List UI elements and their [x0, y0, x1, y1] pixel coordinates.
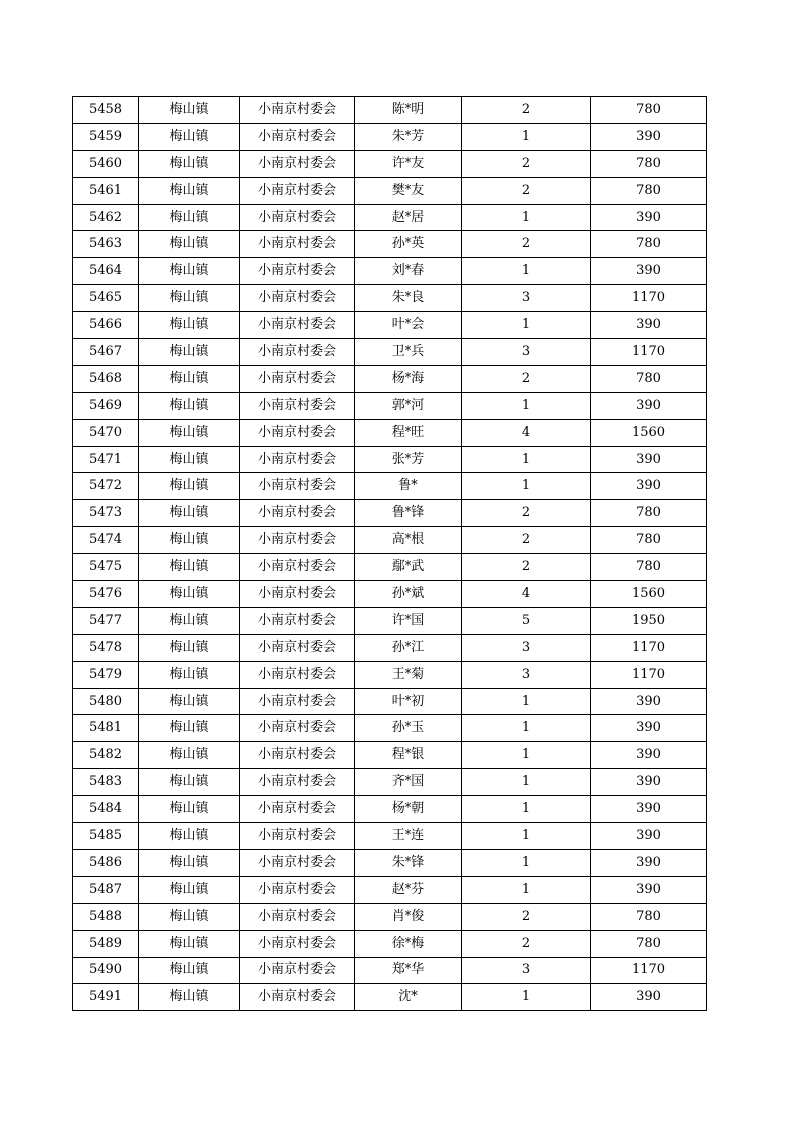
- amount-cell: 1170: [591, 957, 707, 984]
- name-cell: 鄢*武: [355, 554, 462, 581]
- amount-cell: 390: [591, 984, 707, 1011]
- village-committee-cell: 小南京村委会: [240, 419, 355, 446]
- village-committee-cell: 小南京村委会: [240, 957, 355, 984]
- town-cell: 梅山镇: [139, 177, 240, 204]
- name-cell: 朱*芳: [355, 123, 462, 150]
- name-cell: 孙*英: [355, 231, 462, 258]
- village-committee-cell: 小南京村委会: [240, 554, 355, 581]
- row-number-cell: 5469: [73, 392, 139, 419]
- row-number-cell: 5462: [73, 204, 139, 231]
- town-cell: 梅山镇: [139, 715, 240, 742]
- household-count-cell: 2: [462, 500, 591, 527]
- name-cell: 肖*俊: [355, 903, 462, 930]
- row-number-cell: 5473: [73, 500, 139, 527]
- village-committee-cell: 小南京村委会: [240, 177, 355, 204]
- town-cell: 梅山镇: [139, 97, 240, 124]
- name-cell: 许*友: [355, 150, 462, 177]
- table-row: [73, 285, 707, 312]
- village-committee-cell: 小南京村委会: [240, 392, 355, 419]
- table-row: [73, 365, 707, 392]
- table-row: [73, 769, 707, 796]
- table-row: [73, 204, 707, 231]
- name-cell: 叶*会: [355, 312, 462, 339]
- name-cell: 孙*斌: [355, 581, 462, 608]
- name-cell: 许*国: [355, 607, 462, 634]
- village-committee-cell: 小南京村委会: [240, 634, 355, 661]
- row-number-cell: 5480: [73, 688, 139, 715]
- household-count-cell: 3: [462, 339, 591, 366]
- table-row: [73, 634, 707, 661]
- village-committee-cell: 小南京村委会: [240, 339, 355, 366]
- name-cell: 沈*: [355, 984, 462, 1011]
- table-row: [73, 930, 707, 957]
- amount-cell: 390: [591, 446, 707, 473]
- amount-cell: 390: [591, 876, 707, 903]
- village-committee-cell: 小南京村委会: [240, 688, 355, 715]
- amount-cell: 390: [591, 769, 707, 796]
- table-row: [73, 742, 707, 769]
- household-count-cell: 1: [462, 769, 591, 796]
- village-committee-cell: 小南京村委会: [240, 581, 355, 608]
- village-committee-cell: 小南京村委会: [240, 715, 355, 742]
- town-cell: 梅山镇: [139, 392, 240, 419]
- name-cell: 程*旺: [355, 419, 462, 446]
- amount-cell: 390: [591, 742, 707, 769]
- amount-cell: 390: [591, 204, 707, 231]
- town-cell: 梅山镇: [139, 688, 240, 715]
- amount-cell: 390: [591, 392, 707, 419]
- amount-cell: 780: [591, 527, 707, 554]
- village-committee-cell: 小南京村委会: [240, 285, 355, 312]
- name-cell: 刘*春: [355, 258, 462, 285]
- amount-cell: 1170: [591, 661, 707, 688]
- town-cell: 梅山镇: [139, 123, 240, 150]
- household-count-cell: 1: [462, 876, 591, 903]
- village-committee-cell: 小南京村委会: [240, 312, 355, 339]
- household-count-cell: 3: [462, 661, 591, 688]
- village-committee-cell: 小南京村委会: [240, 150, 355, 177]
- amount-cell: 780: [591, 150, 707, 177]
- household-count-cell: 2: [462, 930, 591, 957]
- name-cell: 张*芳: [355, 446, 462, 473]
- row-number-cell: 5483: [73, 769, 139, 796]
- household-count-cell: 2: [462, 231, 591, 258]
- village-committee-cell: 小南京村委会: [240, 903, 355, 930]
- name-cell: 鲁*锋: [355, 500, 462, 527]
- name-cell: 王*菊: [355, 661, 462, 688]
- village-committee-cell: 小南京村委会: [240, 823, 355, 850]
- town-cell: 梅山镇: [139, 554, 240, 581]
- village-committee-cell: 小南京村委会: [240, 500, 355, 527]
- row-number-cell: 5477: [73, 607, 139, 634]
- row-number-cell: 5478: [73, 634, 139, 661]
- town-cell: 梅山镇: [139, 150, 240, 177]
- table-row: [73, 984, 707, 1011]
- row-number-cell: 5484: [73, 796, 139, 823]
- town-cell: 梅山镇: [139, 446, 240, 473]
- household-count-cell: 5: [462, 607, 591, 634]
- table-row: [73, 312, 707, 339]
- town-cell: 梅山镇: [139, 500, 240, 527]
- table-row: [73, 903, 707, 930]
- row-number-cell: 5463: [73, 231, 139, 258]
- town-cell: 梅山镇: [139, 365, 240, 392]
- town-cell: 梅山镇: [139, 581, 240, 608]
- village-committee-cell: 小南京村委会: [240, 876, 355, 903]
- town-cell: 梅山镇: [139, 903, 240, 930]
- row-number-cell: 5472: [73, 473, 139, 500]
- town-cell: 梅山镇: [139, 796, 240, 823]
- town-cell: 梅山镇: [139, 607, 240, 634]
- household-count-cell: 2: [462, 150, 591, 177]
- household-count-cell: 2: [462, 365, 591, 392]
- table-row: [73, 473, 707, 500]
- name-cell: 卫*兵: [355, 339, 462, 366]
- table-row: [73, 150, 707, 177]
- household-count-cell: 1: [462, 849, 591, 876]
- name-cell: 赵*芬: [355, 876, 462, 903]
- household-count-cell: 1: [462, 473, 591, 500]
- village-committee-cell: 小南京村委会: [240, 204, 355, 231]
- town-cell: 梅山镇: [139, 984, 240, 1011]
- name-cell: 赵*居: [355, 204, 462, 231]
- amount-cell: 780: [591, 365, 707, 392]
- name-cell: 高*根: [355, 527, 462, 554]
- household-count-cell: 1: [462, 742, 591, 769]
- town-cell: 梅山镇: [139, 634, 240, 661]
- household-count-cell: 1: [462, 204, 591, 231]
- table-row: [73, 339, 707, 366]
- town-cell: 梅山镇: [139, 849, 240, 876]
- town-cell: 梅山镇: [139, 339, 240, 366]
- town-cell: 梅山镇: [139, 930, 240, 957]
- row-number-cell: 5458: [73, 97, 139, 124]
- row-number-cell: 5490: [73, 957, 139, 984]
- row-number-cell: 5491: [73, 984, 139, 1011]
- table-row: [73, 957, 707, 984]
- amount-cell: 1170: [591, 634, 707, 661]
- village-committee-cell: 小南京村委会: [240, 930, 355, 957]
- amount-cell: 390: [591, 823, 707, 850]
- row-number-cell: 5485: [73, 823, 139, 850]
- household-count-cell: 1: [462, 715, 591, 742]
- row-number-cell: 5474: [73, 527, 139, 554]
- amount-cell: 1560: [591, 419, 707, 446]
- name-cell: 杨*海: [355, 365, 462, 392]
- amount-cell: 1950: [591, 607, 707, 634]
- household-count-cell: 2: [462, 177, 591, 204]
- row-number-cell: 5466: [73, 312, 139, 339]
- town-cell: 梅山镇: [139, 769, 240, 796]
- town-cell: 梅山镇: [139, 957, 240, 984]
- row-number-cell: 5489: [73, 930, 139, 957]
- name-cell: 陈*明: [355, 97, 462, 124]
- household-count-cell: 1: [462, 123, 591, 150]
- town-cell: 梅山镇: [139, 312, 240, 339]
- amount-cell: 1170: [591, 339, 707, 366]
- village-committee-cell: 小南京村委会: [240, 258, 355, 285]
- table-row: [73, 823, 707, 850]
- row-number-cell: 5487: [73, 876, 139, 903]
- row-number-cell: 5470: [73, 419, 139, 446]
- name-cell: 徐*梅: [355, 930, 462, 957]
- village-committee-cell: 小南京村委会: [240, 984, 355, 1011]
- household-count-cell: 1: [462, 823, 591, 850]
- table-row: [73, 392, 707, 419]
- amount-cell: 390: [591, 312, 707, 339]
- town-cell: 梅山镇: [139, 473, 240, 500]
- village-committee-cell: 小南京村委会: [240, 473, 355, 500]
- table-row: [73, 607, 707, 634]
- amount-cell: 780: [591, 97, 707, 124]
- table-row: [73, 97, 707, 124]
- table-row: [73, 661, 707, 688]
- household-count-cell: 4: [462, 419, 591, 446]
- row-number-cell: 5488: [73, 903, 139, 930]
- household-count-cell: 1: [462, 688, 591, 715]
- household-count-cell: 1: [462, 446, 591, 473]
- row-number-cell: 5482: [73, 742, 139, 769]
- village-committee-cell: 小南京村委会: [240, 365, 355, 392]
- table-row: [73, 554, 707, 581]
- village-committee-cell: 小南京村委会: [240, 446, 355, 473]
- name-cell: 齐*国: [355, 769, 462, 796]
- household-count-cell: 3: [462, 634, 591, 661]
- table-row: [73, 123, 707, 150]
- data-table: [72, 96, 707, 1011]
- amount-cell: 390: [591, 688, 707, 715]
- town-cell: 梅山镇: [139, 876, 240, 903]
- village-committee-cell: 小南京村委会: [240, 607, 355, 634]
- village-committee-cell: 小南京村委会: [240, 97, 355, 124]
- town-cell: 梅山镇: [139, 231, 240, 258]
- name-cell: 杨*朝: [355, 796, 462, 823]
- row-number-cell: 5460: [73, 150, 139, 177]
- household-count-cell: 3: [462, 957, 591, 984]
- household-count-cell: 1: [462, 984, 591, 1011]
- table-row: [73, 177, 707, 204]
- name-cell: 郭*河: [355, 392, 462, 419]
- household-count-cell: 2: [462, 554, 591, 581]
- village-committee-cell: 小南京村委会: [240, 123, 355, 150]
- household-count-cell: 2: [462, 97, 591, 124]
- table-row: [73, 258, 707, 285]
- name-cell: 鲁*: [355, 473, 462, 500]
- amount-cell: 780: [591, 177, 707, 204]
- household-count-cell: 1: [462, 258, 591, 285]
- name-cell: 程*银: [355, 742, 462, 769]
- table-body: [73, 97, 707, 1011]
- village-committee-cell: 小南京村委会: [240, 769, 355, 796]
- amount-cell: 390: [591, 123, 707, 150]
- amount-cell: 780: [591, 903, 707, 930]
- household-count-cell: 4: [462, 581, 591, 608]
- table-row: [73, 688, 707, 715]
- amount-cell: 390: [591, 473, 707, 500]
- amount-cell: 780: [591, 231, 707, 258]
- table-row: [73, 231, 707, 258]
- row-number-cell: 5476: [73, 581, 139, 608]
- town-cell: 梅山镇: [139, 823, 240, 850]
- amount-cell: 780: [591, 930, 707, 957]
- village-committee-cell: 小南京村委会: [240, 796, 355, 823]
- row-number-cell: 5486: [73, 849, 139, 876]
- town-cell: 梅山镇: [139, 742, 240, 769]
- row-number-cell: 5475: [73, 554, 139, 581]
- household-count-cell: 1: [462, 392, 591, 419]
- household-count-cell: 1: [462, 796, 591, 823]
- household-count-cell: 2: [462, 903, 591, 930]
- town-cell: 梅山镇: [139, 661, 240, 688]
- town-cell: 梅山镇: [139, 285, 240, 312]
- row-number-cell: 5479: [73, 661, 139, 688]
- amount-cell: 390: [591, 715, 707, 742]
- amount-cell: 390: [591, 849, 707, 876]
- village-committee-cell: 小南京村委会: [240, 231, 355, 258]
- town-cell: 梅山镇: [139, 204, 240, 231]
- town-cell: 梅山镇: [139, 258, 240, 285]
- name-cell: 朱*锋: [355, 849, 462, 876]
- town-cell: 梅山镇: [139, 419, 240, 446]
- amount-cell: 1560: [591, 581, 707, 608]
- name-cell: 郑*华: [355, 957, 462, 984]
- row-number-cell: 5471: [73, 446, 139, 473]
- household-count-cell: 1: [462, 312, 591, 339]
- village-committee-cell: 小南京村委会: [240, 661, 355, 688]
- table-row: [73, 581, 707, 608]
- name-cell: 叶*初: [355, 688, 462, 715]
- village-committee-cell: 小南京村委会: [240, 742, 355, 769]
- village-committee-cell: 小南京村委会: [240, 849, 355, 876]
- table-row: [73, 419, 707, 446]
- town-cell: 梅山镇: [139, 527, 240, 554]
- amount-cell: 390: [591, 258, 707, 285]
- table-row: [73, 446, 707, 473]
- row-number-cell: 5459: [73, 123, 139, 150]
- name-cell: 朱*良: [355, 285, 462, 312]
- household-count-cell: 2: [462, 527, 591, 554]
- amount-cell: 390: [591, 796, 707, 823]
- row-number-cell: 5464: [73, 258, 139, 285]
- row-number-cell: 5461: [73, 177, 139, 204]
- row-number-cell: 5467: [73, 339, 139, 366]
- table-row: [73, 796, 707, 823]
- amount-cell: 780: [591, 500, 707, 527]
- row-number-cell: 5481: [73, 715, 139, 742]
- table-row: [73, 849, 707, 876]
- amount-cell: 780: [591, 554, 707, 581]
- village-committee-cell: 小南京村委会: [240, 527, 355, 554]
- row-number-cell: 5465: [73, 285, 139, 312]
- table-row: [73, 527, 707, 554]
- table-row: [73, 876, 707, 903]
- row-number-cell: 5468: [73, 365, 139, 392]
- amount-cell: 1170: [591, 285, 707, 312]
- household-count-cell: 3: [462, 285, 591, 312]
- table-row: [73, 500, 707, 527]
- name-cell: 孙*玉: [355, 715, 462, 742]
- name-cell: 孙*江: [355, 634, 462, 661]
- name-cell: 王*连: [355, 823, 462, 850]
- table-row: [73, 715, 707, 742]
- name-cell: 樊*友: [355, 177, 462, 204]
